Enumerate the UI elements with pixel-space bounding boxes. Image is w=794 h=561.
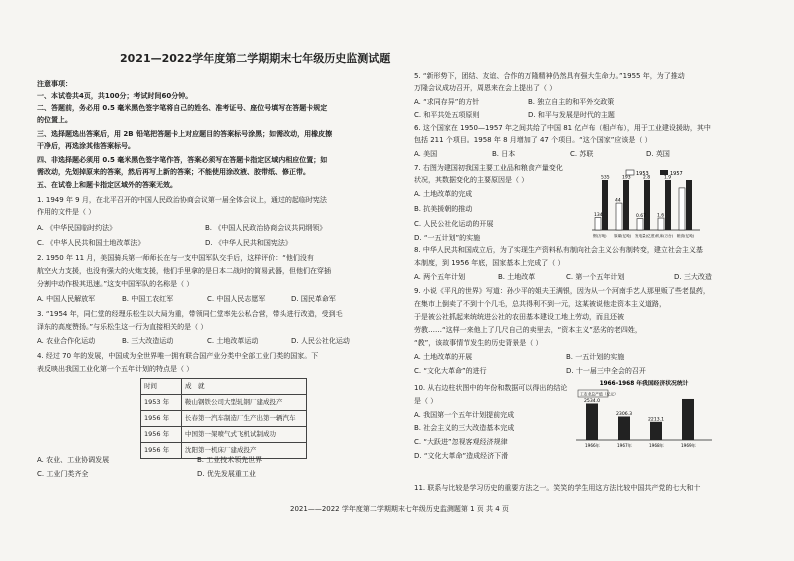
table-cell: 长春第一汽车制造厂生产出第一辆汽车 — [182, 411, 307, 427]
question-1-option-b: B. 《中国人民政治协商会议共同纲领》 — [205, 224, 327, 232]
question-7-option-d: D. “一五计划”的实施 — [414, 234, 481, 242]
note-line: 干净后，再选涂其他答案标号。 — [37, 142, 135, 150]
economy-bar-chart — [574, 378, 714, 458]
data-label: 1.6 — [657, 213, 665, 219]
question-1-option-d: D. 《中华人民共和国宪法》 — [205, 239, 292, 247]
question-7-stem: 状况，其数据变化的主要原因是（ ） — [414, 176, 529, 184]
page-footer: 2021——2022 学年度第二学期期末七年级历史监测题第 1 页 共 4 页 — [290, 505, 509, 513]
bar — [644, 180, 650, 230]
chart-title: 1966-1968 年我国经济状况统计 — [599, 381, 689, 387]
data-label: 44 — [615, 198, 621, 204]
bar — [658, 218, 664, 230]
question-6-stem: 6. 这个国家在 1950—1957 年之间共给了中国 81 亿卢布（相卢布），用于工业建设援助，其中 — [414, 124, 711, 132]
question-9-stem: 劳教……“这样一来他上了几尺自己的卖里去，“资本主义”恶劣的老四姓， — [414, 326, 642, 334]
question-7-stem: 7. 右图为建国初我国主要工业品和粮食产量变化 — [414, 164, 563, 172]
tick-label: 发电量(亿度) — [635, 234, 656, 238]
bar — [665, 180, 671, 230]
question-8-option-a: A. 两个五年计划 — [414, 273, 466, 281]
question-6-option-d: D. 英国 — [646, 150, 670, 158]
data-label: 0.67 — [636, 214, 647, 220]
question-10-stem: 是（ ） — [414, 397, 438, 405]
question-2-option-a: A. 中国人民解放军 — [37, 295, 96, 303]
question-6-option-b: B. 日本 — [492, 150, 516, 158]
question-3-stem: 3. “1954 年，同仁堂的经理乐松生以大局为重，带领同仁堂率先公私合营，带头进行改造，受到毛 — [37, 310, 343, 318]
bar — [682, 399, 694, 440]
question-5-option-d: D. 和平与发展是时代的主题 — [528, 111, 615, 119]
question-1-option-a: A. 《中华民国临时约法》 — [37, 224, 117, 232]
achievement-table — [140, 378, 307, 459]
bar — [623, 180, 629, 230]
bar — [686, 180, 692, 230]
question-9-stem: 在集市上倒卖了不到十个几毛，总共得利不到一元，这某被说他走资本主义道路， — [414, 300, 666, 308]
data-label: 2534.0 — [584, 398, 601, 404]
question-6-option-a: A. 美国 — [414, 150, 438, 158]
note-line: 三、选择题选出答案后，用 2B 铅笔把答题卡上对应题目的答案标号涂黑；如需改动，用橡皮擦 — [37, 130, 333, 138]
question-10-stem: 10. 从右边柱状图中的年份和数据可以得出的结论 — [414, 384, 568, 392]
question-1-stem: 作用的文件是（ ） — [37, 208, 96, 216]
legend-label: 1957 — [670, 171, 683, 177]
question-2-option-b: B. 中国工农红军 — [122, 295, 174, 303]
data-label: 1.9 — [664, 175, 672, 181]
question-3-option-a: A. 农业合作化运动 — [37, 337, 96, 345]
table-header-cell: 成 就 — [182, 379, 307, 395]
question-2-option-c: C. 中国人民志愿军 — [207, 295, 266, 303]
question-3-option-c: C. 土地改革运动 — [207, 337, 259, 345]
table-cell: 1956 年 — [141, 443, 182, 459]
production-bar-chart — [590, 168, 702, 244]
note-line: 四、非选择题必须用 0.5 毫米黑色签字笔作答，答案必须写在答题卡指定区域内相应位置；如 — [37, 156, 328, 164]
tick-label: 1969年 — [681, 443, 696, 448]
question-2-stem: 航空火力支援，也没有强大的火炮支援，他们手里拿的是日本二战时的简易武器，但他们在穿插 — [37, 267, 331, 275]
question-9-option-d: D. 十一届三中全会的召开 — [566, 367, 646, 375]
data-label: 2.8 — [643, 175, 651, 181]
question-10-option-d: D. “文化大革命”造成经济下滑 — [414, 452, 509, 460]
bar — [586, 403, 598, 440]
question-5-option-b: B. 独立自主的和平外交政策 — [528, 98, 615, 106]
data-label: 193 — [622, 175, 631, 181]
question-5-stem: 万隆会议成功召开，周恩来在会上提出了（ ） — [414, 84, 557, 92]
bar — [616, 203, 622, 230]
question-8-stem: 8. 中华人民共和国成立后，为了实现生产资料私有制向社会主义公有制转变，建立社会主义基 — [414, 246, 703, 254]
notes-heading: 注意事项： — [37, 80, 72, 88]
table-header-row — [141, 379, 307, 395]
question-2-option-d: D. 国民革命军 — [291, 295, 336, 303]
tick-label: 1966年 — [585, 443, 600, 448]
note-line: 的位置上。 — [37, 116, 72, 124]
note-line: 一、本试卷共4页，共100分；考试时间60分钟。 — [37, 92, 193, 100]
table-cell: 中国第一架喷气式飞机试制成功 — [182, 427, 307, 443]
question-4-option-a: A. 农业、工业协调发展 — [37, 456, 110, 464]
question-5-stem: 5. “新形势下，团结、友谊、合作的万隆精神仍然具有强大生命力。”1955 年，为了推动 — [414, 72, 685, 80]
question-5-option-a: A. “求同存异”的方针 — [414, 98, 480, 106]
table-cell: 1953 年 — [141, 395, 182, 411]
note-line: 五、在试卷上和题卡指定区域外的答案无效。 — [37, 181, 177, 189]
bar — [650, 422, 662, 440]
question-4-stem: 表反映出我国工业化第一个五年计划的特点是（ ） — [37, 365, 194, 373]
legend-swatch — [626, 170, 634, 175]
data-label: 134 — [594, 212, 603, 218]
table-row — [141, 411, 307, 427]
data-label: 2306.3 — [616, 411, 633, 417]
table-cell: 1956 年 — [141, 427, 182, 443]
bar — [637, 219, 643, 230]
question-8-option-b: B. 土地改革 — [498, 273, 536, 281]
bar — [602, 180, 608, 230]
y-axis-label: 工农业总产值（亿元） — [580, 391, 618, 397]
question-10-option-c: C. “大跃进”忽视客观经济规律 — [414, 438, 508, 446]
question-7-option-a: A. 土地改革的完成 — [414, 190, 473, 198]
exam-title: 2021—2022学年度第二学期期末七年级历史监测试题 — [120, 52, 391, 65]
tick-label: 粮食(亿吨) — [677, 234, 695, 238]
data-label: 535 — [601, 175, 610, 181]
table-row — [141, 427, 307, 443]
table-cell: 1956 年 — [141, 411, 182, 427]
bar — [618, 416, 630, 440]
table-cell: 鞍山钢铁公司大型轧钢厂建成投产 — [182, 395, 307, 411]
tick-label: 原煤(亿吨) — [614, 234, 632, 238]
question-4-stem: 4. 经过 70 年的发展，中国成为全世界唯一拥有联合国产业分类中全部工业门类的国家。下 — [37, 352, 319, 360]
question-6-option-c: C. 苏联 — [570, 150, 594, 158]
question-4-option-d: D. 优先发展重工业 — [197, 470, 256, 478]
table-header-cell: 时间 — [141, 379, 182, 395]
question-11-stem: 11. 联系与比较是学习历史的重要方法之一。笑笑的学生用这方法比较中国共产党的七大和十 — [414, 484, 701, 492]
question-1-stem: 1. 1949 年 9 月，在北平召开的中国人民政治协商会议第一届全体会议上，通过的起临时宪法 — [37, 196, 327, 204]
question-5-option-c: C. 和平共处五项原则 — [414, 111, 480, 119]
question-4-option-c: C. 工业门类齐全 — [37, 470, 89, 478]
question-10-option-a: A. 我国第一个五年计划提前完成 — [414, 411, 515, 419]
question-1-option-c: C. 《中华人民共和国土地改革法》 — [37, 239, 145, 247]
note-line: 需改动，先划掉原来的答案，然后再写上新的答案；不能使用涂改液、胶带纸、修正带。 — [37, 168, 310, 176]
question-9-stem: 于是被公社抓起来统统进公社的农田基本建设工地上劳动，而且还被 — [414, 313, 624, 321]
tick-label: 机床(万台) — [656, 234, 674, 238]
question-3-stem: 泽东的高度赞扬。”与乐松生这一行为直接相关的是（ ） — [37, 323, 208, 331]
table-row — [141, 395, 307, 411]
question-10-option-b: B. 社会主义的三大改造基本完成 — [414, 424, 515, 432]
bar — [679, 188, 685, 230]
data-label: 2213.1 — [648, 417, 665, 423]
question-7-option-b: B. 抗美援朝的推动 — [414, 205, 473, 213]
question-8-option-d: D. 三大改造 — [674, 273, 712, 281]
table-cell: 沈阳第一机床厂建成投产 — [182, 443, 307, 459]
question-2-stem: 分割中动作极其迅速。”这支中国军队的名称是（ ） — [37, 280, 194, 288]
question-9-option-a: A. 土地改革的开展 — [414, 353, 473, 361]
question-4-option-b: B. 工业技术领先世界 — [197, 456, 263, 464]
question-3-option-d: D. 人民公社化运动 — [291, 337, 350, 345]
question-8-stem: 本制度，到 1956 年底，国家基本上完成了（ ） — [414, 259, 565, 267]
tick-label: 钢(万吨) — [593, 234, 607, 238]
question-9-stem: “教”，该故事情节发生的历史背景是（ ） — [414, 339, 543, 347]
tick-label: 1967年 — [617, 443, 632, 448]
note-line: 二、答题前，务必用 0.5 毫米黑色签字笔将自己的姓名、准考证号、座位号填写在答题卡规定 — [37, 104, 328, 112]
question-9-option-c: C. “文化大革命”的进行 — [414, 367, 487, 375]
bar — [595, 217, 601, 230]
tick-label: 1968年 — [649, 443, 664, 448]
legend-label: 1953 — [636, 171, 649, 177]
question-2-stem: 2. 1950 年 11 月，美国骑兵第一师师长在与一支中国军队交手后，这样评价：“他们没有 — [37, 254, 314, 262]
question-7-option-c: C. 人民公社化运动的开展 — [414, 220, 494, 228]
question-8-option-c: C. 第一个五年计划 — [566, 273, 625, 281]
question-9-option-b: B. 一五计划的实施 — [566, 353, 625, 361]
legend-swatch — [660, 170, 668, 175]
question-9-stem: 9. 小说《平凡的世界》写道：孙少平的姐夫王满银，因为从一个河南手艺人那里贩了些老鼠药， — [414, 287, 710, 295]
question-3-option-b: B. 三大改造运动 — [122, 337, 174, 345]
question-6-stem: 包括 211 个项目。1958 年 8 月增加了 47 个项目。“这个国家”应该是（ ） — [414, 136, 652, 144]
